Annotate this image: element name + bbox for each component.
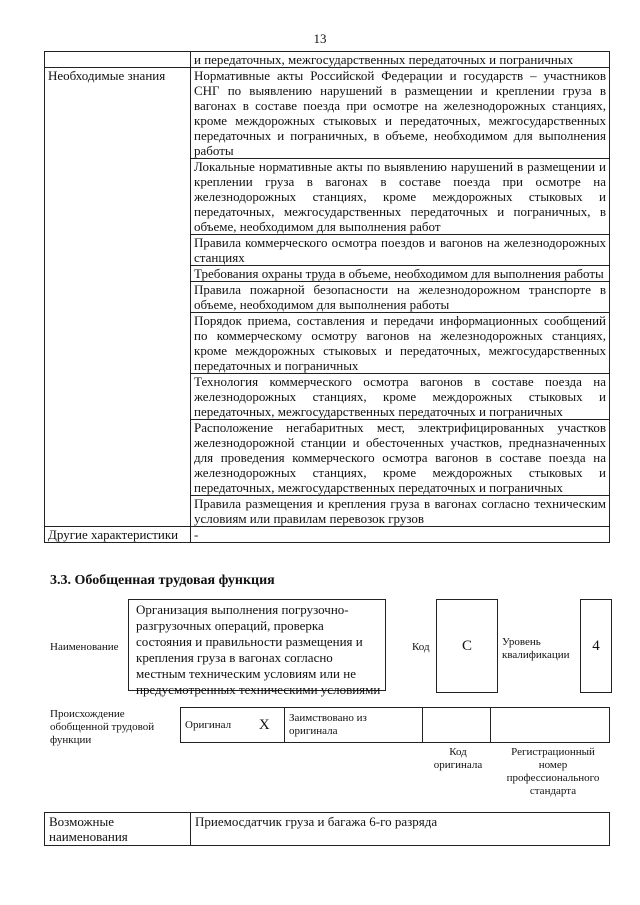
table-row xyxy=(45,813,610,846)
knowledge-item: Правила размещения и крепления груза в вагонах согласно техническим условиям или правилам перевозок грузов xyxy=(191,496,610,527)
knowledge-table xyxy=(44,51,610,543)
knowledge-item: Правила коммерческого осмотра поездов и вагонов на железнодорожных станциях xyxy=(191,235,610,266)
knowledge-item: Расположение негабаритных мест, электрифицированных участков железнодорожной станции и обесточенных участков, предназначенных для проведения коммерческого осмотра вагонов в составе поезда на железнодорожных станциях, кроме междорожных стыковых и передаточных, межгосударственных передаточных и пограничных xyxy=(191,420,610,496)
other-characteristics-value: - xyxy=(191,527,610,543)
knowledge-item: Требования охраны труда в объеме, необходимом для выполнения работы xyxy=(191,266,610,282)
origin-label: Происхождение обобщенной трудовой функции xyxy=(50,708,155,746)
code-caption: Код оригинала xyxy=(433,746,483,771)
registration-caption: Регистрационный номер профессионального стандарта xyxy=(506,746,600,797)
knowledge-item: Нормативные акты Российской Федерации и государств – участников СНГ по выявлению нарушений в размещении и креплении груза в вагонах в составе поезда при осмотре на железнодорожных станциях, кроме междорожных стыковых и передаточных, межгосударственных передаточных и пограничных, в объеме, необходимом для выполнения работы xyxy=(191,68,610,159)
knowledge-item: Правила пожарной безопасности на железнодорожном транспорте в объеме, необходимом для выполнения работы xyxy=(191,282,610,313)
registration-number-cell xyxy=(491,708,610,743)
other-characteristics-label: Другие характеристики xyxy=(45,527,191,543)
borrowed-label: Заимствовано из оригинала xyxy=(285,708,423,743)
qualification-level-label: Уровень квалификации xyxy=(502,636,570,661)
knowledge-item: Порядок приема, составления и передачи информационных сообщений по коммерческому осмотру вагонов на железнодорожных станциях, кроме междорожных стыковых и передаточных, межгосударственных передаточных и пограничных xyxy=(191,313,610,374)
continuation-text: и передаточных, межгосударственных передаточных и пограничных xyxy=(191,52,610,68)
code-label: Код xyxy=(412,641,430,653)
possible-names-table xyxy=(44,812,610,846)
section-title: 3.3. Обобщенная трудовая функция xyxy=(50,573,275,588)
possible-names-value: Приемосдатчик груза и багажа 6-го разряда xyxy=(191,813,610,846)
possible-names-label: Возможные наименования xyxy=(45,813,191,846)
name-label: Наименование xyxy=(50,641,119,653)
table-row xyxy=(45,52,610,68)
knowledge-item: Технология коммерческого осмотра вагонов в составе поезда на железнодорожных станциях, кроме междорожных стыковых и передаточных, межгосударственных передаточных и пограничных xyxy=(191,374,610,420)
original-label: Оригинал xyxy=(181,708,245,743)
code-value: C xyxy=(436,599,498,693)
knowledge-label: Необходимые знания xyxy=(45,68,191,527)
table-row xyxy=(181,708,610,743)
table-row xyxy=(45,527,610,543)
qualification-level-value: 4 xyxy=(580,599,612,693)
table-row xyxy=(45,68,610,159)
knowledge-item: Локальные нормативные акты по выявлению нарушений в размещении и креплении груза в вагонах в составе поезда при осмотре на железнодорожных станциях, кроме междорожных стыковых и передаточных, межгосударственных передаточных и пограничных, в объеме, необходимом для выполнения работ xyxy=(191,159,610,235)
function-name-box: Организация выполнения погрузочно-разгрузочных операций, проверка состояния и правильности размещения и крепления груза в вагонах согласно местным техническим условиям или не предусмотренных техническими условиями xyxy=(128,599,386,691)
original-code-cell xyxy=(423,708,491,743)
origin-table xyxy=(180,707,610,743)
original-mark: X xyxy=(245,708,285,743)
page-number: 13 xyxy=(313,31,327,46)
